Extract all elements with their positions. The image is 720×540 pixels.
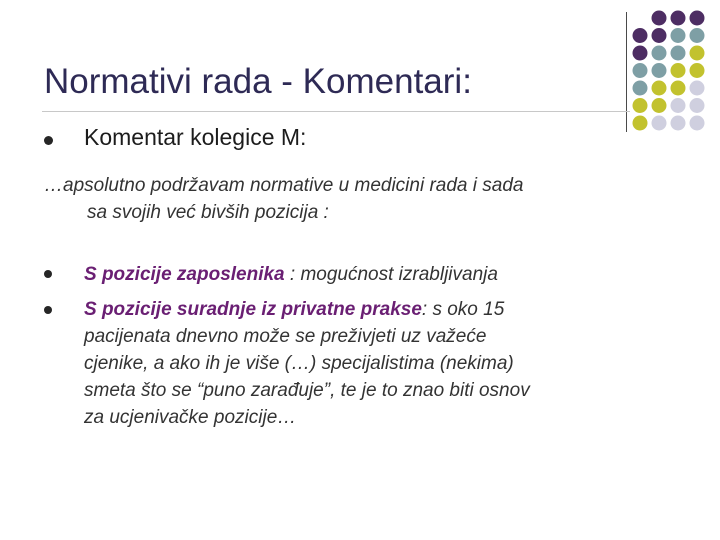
intro-quote	[44, 172, 684, 226]
decorative-dot	[690, 46, 705, 61]
decorative-dot	[671, 28, 686, 43]
decorative-dot	[652, 81, 667, 96]
decorative-dot	[652, 63, 667, 78]
divider-vertical	[626, 12, 627, 132]
bullet-icon	[44, 270, 52, 278]
decorative-dot	[671, 46, 686, 61]
decorative-dot	[633, 98, 648, 113]
sub-bullet-line: pacijenata dnevno može se preživjeti uz važeće	[84, 326, 487, 347]
decorative-dot	[671, 63, 686, 78]
decorative-dot	[690, 63, 705, 78]
intro-line: …apsolutno podržavam normative u medicini rada i sada	[44, 175, 524, 196]
slide-title: Normativi rada - Komentari:	[44, 62, 472, 101]
decorative-dot	[652, 98, 667, 113]
decorative-dot	[690, 98, 705, 113]
sub-bullet-text: : s oko 15	[421, 299, 505, 320]
bullet-icon	[44, 136, 53, 145]
decorative-dot	[633, 81, 648, 96]
decorative-dot	[690, 28, 705, 43]
sub-bullet-line: cjenike, a ako ih je više (…) specijalistima (nekima)	[84, 353, 514, 374]
sub-bullet-lead: S pozicije suradnje iz privatne prakse	[84, 299, 422, 320]
decorative-dot	[633, 116, 648, 131]
decorative-dot	[671, 11, 686, 26]
decorative-dot	[671, 81, 686, 96]
decorative-dot	[633, 63, 648, 78]
decorative-dot	[671, 98, 686, 113]
decorative-dot	[671, 116, 686, 131]
sub-bullet-private-practice	[84, 296, 684, 431]
sub-bullet-text: : mogućnost izrabljivanja	[284, 264, 498, 285]
decorative-dot	[633, 28, 648, 43]
bullet-comment-heading: Komentar kolegice M:	[84, 124, 307, 150]
decorative-dot	[652, 116, 667, 131]
decorative-dot	[690, 116, 705, 131]
intro-line: sa svojih već bivših pozicija :	[87, 202, 329, 223]
decorative-dot	[652, 46, 667, 61]
decorative-dot	[652, 11, 667, 26]
decorative-dot	[690, 81, 705, 96]
sub-bullet-line: smeta što se “puno zarađuje”, te je to znao biti osnov	[84, 380, 530, 401]
title-underline	[42, 111, 630, 112]
sub-bullet-lead: S pozicije zaposlenika	[84, 264, 285, 285]
bullet-icon	[44, 306, 52, 314]
decorative-dot	[633, 46, 648, 61]
decorative-dot	[690, 11, 705, 26]
sub-bullet-employee	[84, 261, 684, 288]
sub-bullet-line: za ucjenivačke pozicije…	[84, 407, 297, 428]
decorative-dot	[652, 28, 667, 43]
